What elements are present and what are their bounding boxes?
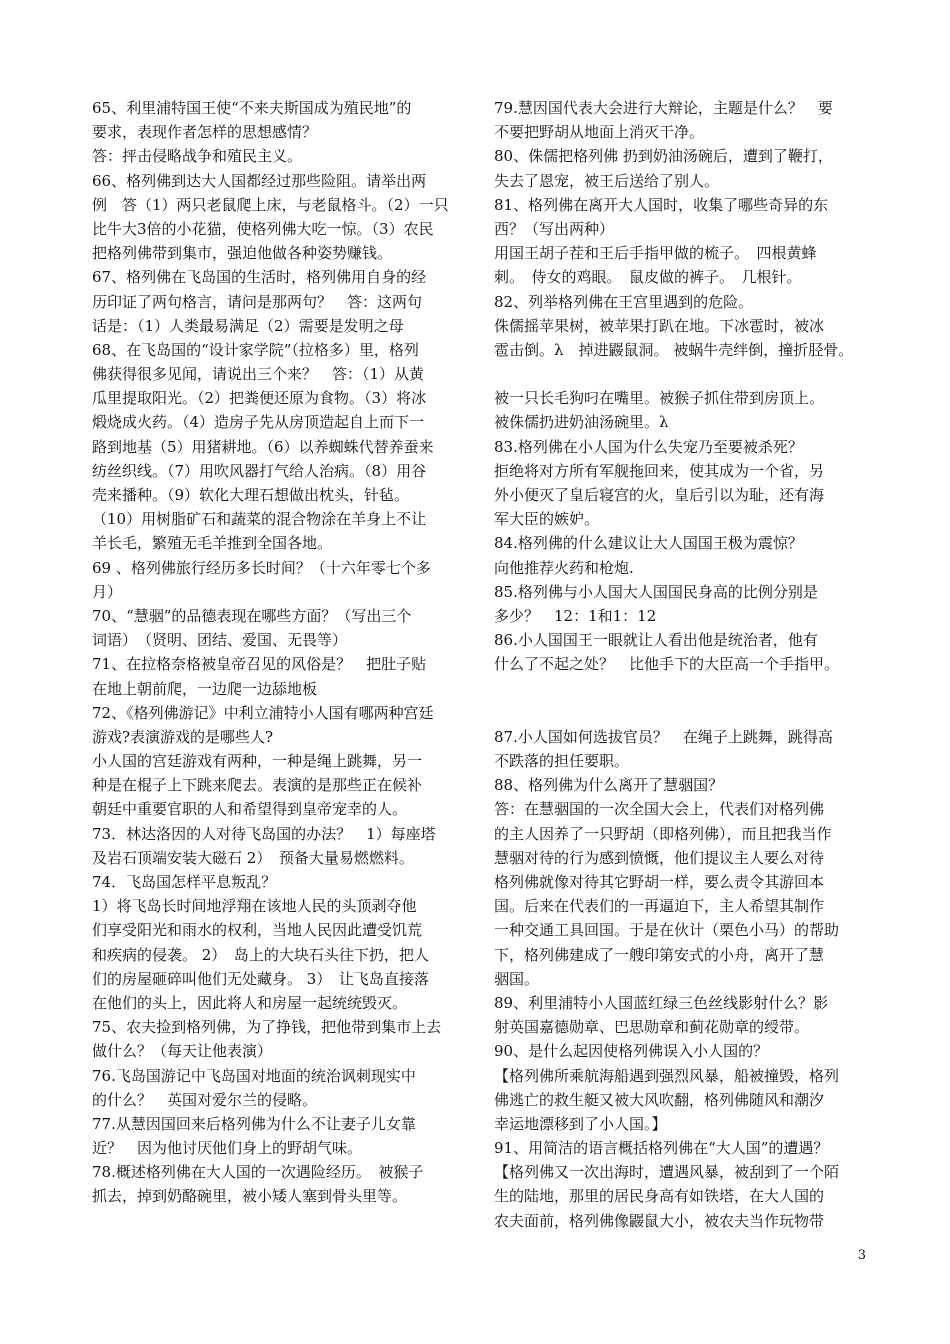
text-line: 近？ 因为他讨厌他们身上的野胡气味。 (92, 1139, 363, 1158)
text-line: 例 答（1）两只老鼠爬上床，与老鼠格斗。（2）一只 (92, 195, 449, 214)
text-line: 抓去，掉到奶酪碗里，被小矮人塞到骨头里等。 (92, 1187, 408, 1206)
text-line: 射英国嘉德勋章、巴思勋章和蓟花勋章的绶带。 (494, 1018, 810, 1037)
text-line: 90、是什么起因使格列佛误入小人国的？ (494, 1042, 769, 1061)
text-line: 农夫面前，格列佛像鼹鼠大小，被农夫当作玩物带 (494, 1211, 825, 1230)
text-line: 雹击倒。λ 掉进鼹鼠洞。 被蜗牛壳绊倒，撞折胫骨。 (494, 340, 854, 359)
text-line: 向他推荐火药和枪炮. (494, 558, 634, 577)
text-line (494, 362, 874, 386)
text-line: 91、用简洁的语言概括格列佛在“大人国”的遭遇？ (494, 1139, 829, 1158)
text-line: 军大臣的嫉妒。 (494, 510, 600, 529)
text-line: 1）将飞岛长时间地浮翔在该地人民的头顶剥夺他 (92, 897, 417, 916)
text-line: 67、格列佛在飞岛国的生活时，格列佛用自身的经 (92, 268, 427, 287)
text-line: 答：抨击侵略战争和殖民主义。 (92, 147, 303, 166)
text-line: 79.慧因国代表大会进行大辩论，主题是什么？ 要 (494, 99, 833, 117)
text-line: 下，格列佛建成了一艘印第安式的小舟，离开了慧 (494, 945, 825, 964)
text-line: 84.格列佛的什么建议让大人国国王极为震惊？ (494, 534, 803, 553)
text-line: 不要把野胡从地面上消灭干净。 (494, 123, 705, 142)
text-line: 月） (92, 582, 123, 601)
text-line: 用国王胡子茬和王后手指甲做的梳子。 四根黄蜂 (494, 244, 817, 263)
text-line: 89、利里浦特小人国蓝红绿三色丝线影射什么？影 (494, 993, 829, 1012)
text-line: 朝廷中重要官职的人和希望得到皇帝宠幸的人。 (92, 800, 408, 819)
text-line: 在他们的头上，因此将人和房屋一起统统毁灭。 (92, 993, 408, 1012)
text-line: 87.小人国如何选拔官员？ 在绳子上跳舞，跳得高 (494, 727, 833, 746)
text-line: 71、在拉格奈格被皇帝召见的风俗是？ 把肚子贴 (92, 655, 427, 674)
text-line: 路到地基（5）用猪耕地。（6）以养蜘蛛代替养蚕来 (92, 437, 434, 456)
text-line: 86.小人国国王一眼就让人看出他是统治者，他有 (494, 631, 818, 650)
text-line: 被一只长毛狗叼在嘴里。被猴子抓住带到房顶上。 (494, 389, 825, 408)
text-line: 国。后来在代表们的一再逼迫下，主人希望其制作 (494, 897, 825, 916)
text-line: 慧骃对待的行为感到愤慨，他们提议主人要么对待 (494, 848, 825, 867)
text-line: 生的陆地，那里的居民身高有如铁塔，在大人国的 (494, 1187, 825, 1206)
text-line: （10）用树脂矿石和蔬菜的混合物涂在羊身上不让 (92, 510, 427, 529)
text-line: 一种交通工具回国。于是在伙计（栗色小马）的帮助 (494, 921, 840, 940)
text-line: 答：在慧骃国的一次全国大会上，代表们对格列佛 (494, 800, 825, 819)
text-line: 游戏?表演游戏的是哪些人? (92, 727, 274, 746)
text-line: 羊长毛，繁殖无毛羊推到全国各地。 (92, 534, 333, 553)
text-line: 做什么？（每天让他表演） (92, 1042, 273, 1061)
text-line: 在地上朝前爬，一边爬一边舔地板 (92, 679, 318, 698)
text-line: 历印证了两句格言，请问是那两句？ 答：这两句 (92, 292, 423, 311)
text-line: 被侏儒扔进奶油汤碗里。λ (494, 413, 669, 432)
text-line: 什么了不起之处？ 比他手下的大臣高一个手指甲。 (494, 655, 840, 674)
text-line: 们享受阳光和雨水的权利，当地人民因此遭受饥荒 (92, 921, 423, 940)
text-line: 88、格列佛为什么离开了慧骃国？ (494, 776, 724, 795)
text-line: 要求，表现作者怎样的思想感情？ (92, 123, 318, 142)
text-line: 拒绝将对方所有军舰拖回来，使其成为一个省，另 (494, 461, 825, 480)
page-number: 3 (857, 1248, 866, 1263)
text-line: 幸运地漂移到了小人国。】 (494, 1114, 667, 1133)
text-line: 77.从慧因国回来后格列佛为什么不让妻子儿女靠 (92, 1114, 416, 1133)
text-line: 把格列佛带到集市，强迫他做各种姿势赚钱。 (92, 244, 393, 263)
text-line: 词语） （贤明、团结、爱国、无畏等） (92, 631, 348, 650)
text-line: 比牛大3倍的小花猫，使格列佛大吃一惊。（3）农民 (92, 219, 434, 238)
text-line: 73．林达洛因的人对待飞岛国的办法？ 1）每座塔 (92, 824, 436, 843)
text-line: 骃国。 (494, 969, 540, 988)
text-line: 瓜里提取阳光。（2）把粪便还原为食物。（3）将冰 (92, 389, 427, 408)
text-line: 75、农夫捡到格列佛，为了挣钱，把他带到集市上去 (92, 1018, 442, 1037)
text-line: 81、格列佛在离开大人国时，收集了哪些奇异的东 (494, 195, 829, 214)
text-line: 82、列举格列佛在王宫里遇到的危险。 (494, 292, 754, 311)
text-line: 煅烧成火药。（4）造房子先从房顶造起自上而下一 (92, 413, 425, 432)
text-line: 65、利里浦特国王使“不来夫斯国成为殖民地”的 (92, 99, 412, 117)
text-line: 西？（写出两种） (494, 219, 615, 238)
text-line: 种是在棍子上下跳来爬去。表演的是那些正在候补 (92, 776, 423, 795)
text-line: 侏儒摇苹果树，被苹果打趴在地。下冰雹时，被冰 (494, 316, 825, 335)
text-line: 刺。 侍女的鸡眼。 鼠皮做的裤子。 几根针。 (494, 268, 802, 287)
text-line: 不跌落的担任要职。 (494, 752, 630, 771)
text-line: 的什么？ 英国对爱尔兰的侵略。 (92, 1090, 318, 1109)
text-line: 的主人因养了一只野胡（即格列佛），而且把我当作 (494, 824, 832, 843)
text-line: 们的房屋砸碎叫他们无处藏身。 3） 让飞岛直接落 (92, 969, 429, 988)
right-column (494, 96, 874, 1233)
text-line: 69 、格列佛旅行经历多长时间？（十六年零七个多 (92, 558, 431, 577)
text-line: 佛获得很多见闻，请说出三个来？ 答：（1）从黄 (92, 365, 425, 384)
text-line (494, 701, 874, 725)
text-line: 76.飞岛国游记中飞岛国对地面的统治讽刺现实中 (92, 1066, 416, 1085)
text-line: 格列佛就像对待其它野胡一样，要么责令其游回本 (494, 873, 825, 891)
text-line: 小人国的宫廷游戏有两种，一种是绳上跳舞，另一 (92, 752, 423, 771)
text-line: 70、“慧骃”的品德表现在哪些方面？（写出三个 (92, 606, 412, 625)
text-line: 外小便灭了皇后寝宫的火，皇后引以为耻，还有海 (494, 486, 825, 504)
text-line (494, 677, 874, 701)
left-column (92, 96, 468, 1209)
text-line: 74．飞岛国怎样平息叛乱？ (92, 873, 277, 891)
text-line: 话是：（1）人类最易满足（2）需要是发明之母 (92, 316, 404, 335)
text-line: 78.概述格列佛在大人国的一次遇险经历。 被猴子 (92, 1163, 424, 1182)
text-line: 66、格列佛到达大人国都经过那些险阻。请举出两 (92, 171, 427, 190)
text-line: 80、侏儒把格列佛 扔到奶油汤碗后，遭到了鞭打， (494, 147, 833, 166)
text-line: 失去了恩宠，被王后送给了别人。 (494, 171, 720, 190)
text-line: 85.格列佛与小人国大人国国民身高的比例分别是 (494, 582, 818, 601)
text-line: 和疾病的侵袭。 2） 岛上的大块石头往下扔，把人 (92, 945, 429, 964)
text-line: 【格列佛又一次出海时，遭遇风暴，被刮到了一个陌 (494, 1163, 840, 1182)
text-line: 【格列佛所乘航海船遇到强烈风暴，船被撞毁，格列 (494, 1066, 840, 1085)
text-line: 72、《格列佛游记》中利立浦特小人国有哪两种宫廷 (92, 703, 434, 722)
text-line: 68、在飞岛国的“设计家学院”（拉格多）里，格列 (92, 340, 419, 359)
text-line: 佛逃亡的救生艇又被大风吹翻，格列佛随风和潮汐 (494, 1090, 825, 1109)
text-line: 壳来播种。（9）软化大理石想做出枕头，针毡。 (92, 486, 410, 504)
text-line: 及岩石顶端安装大磁石 2） 预备大量易燃燃料。 (92, 848, 414, 867)
text-line: 多少？ 12：1和1：12 (494, 606, 657, 625)
text-line: 83.格列佛在小人国为什么失宠乃至要被杀死？ (494, 437, 803, 456)
text-line: 纺丝织线。（7）用吹风器打气给人治病。（8）用谷 (92, 461, 427, 480)
